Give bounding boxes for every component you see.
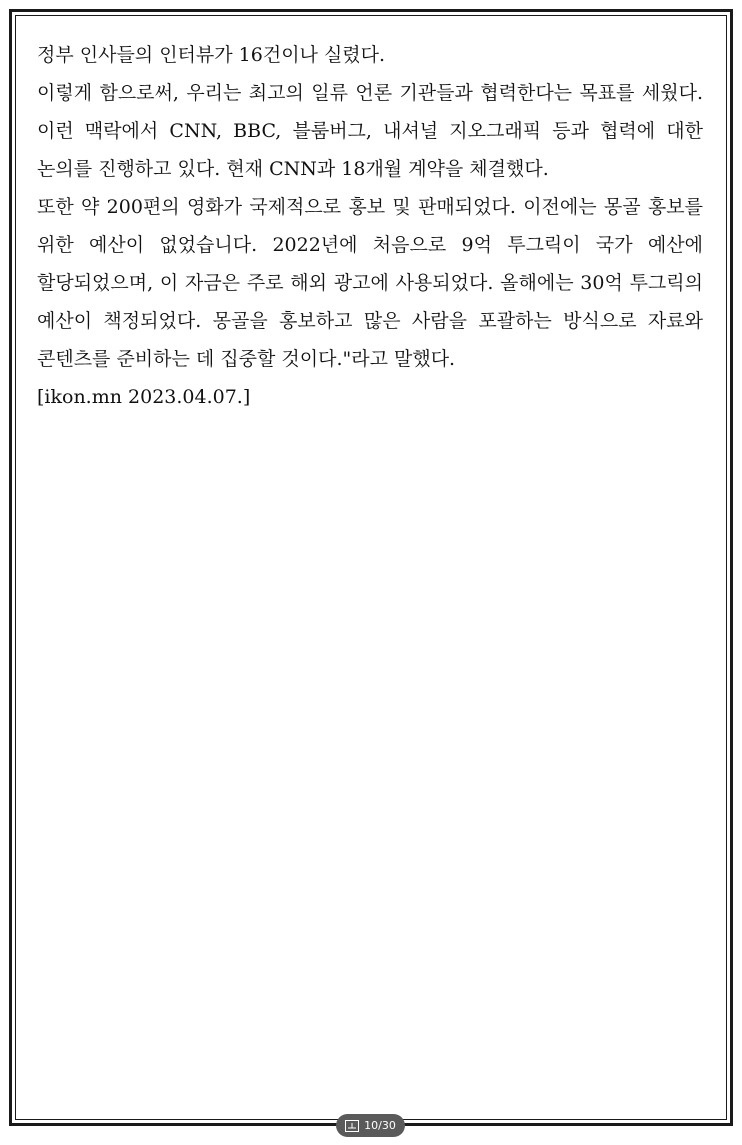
page-number-label: 10/30 [364, 1119, 396, 1132]
page-frame [9, 9, 733, 1126]
page-icon [345, 1120, 359, 1132]
document-body [37, 36, 703, 416]
page-indicator[interactable] [336, 1114, 405, 1137]
paragraph-2: 이렇게 함으로써, 우리는 최고의 일류 언론 기관들과 협력한다는 목표를 세웠다. 이런 맥락에서 CNN, BBC, 블룸버그, 내셔널 지오그래픽 등과 협력에 대한 논의를 진행하고 있다. 현재 CNN과 18개월 계약을 체결했다. [37, 82, 703, 180]
paragraph-1: 정부 인사들의 인터뷰가 16건이나 실렸다. [37, 44, 386, 66]
source-citation: [ikon.mn 2023.04.07.] [37, 386, 251, 408]
paragraph-3: 또한 약 200편의 영화가 국제적으로 홍보 및 판매되었다. 이전에는 몽골 홍보를 위한 예산이 없었습니다. 2022년에 처음으로 9억 투그릭이 국가 예산에 할당되었으며, 이 자금은 주로 해외 광고에 사용되었다. 올해에는 30억 투그릭의 예산이 책정되었다. 몽골을 홍보하고 많은 사람을 포괄하는 방식으로 자료와 콘텐츠를 준비하는 데 집중할 것이다."라고 말했다. [37, 196, 703, 370]
